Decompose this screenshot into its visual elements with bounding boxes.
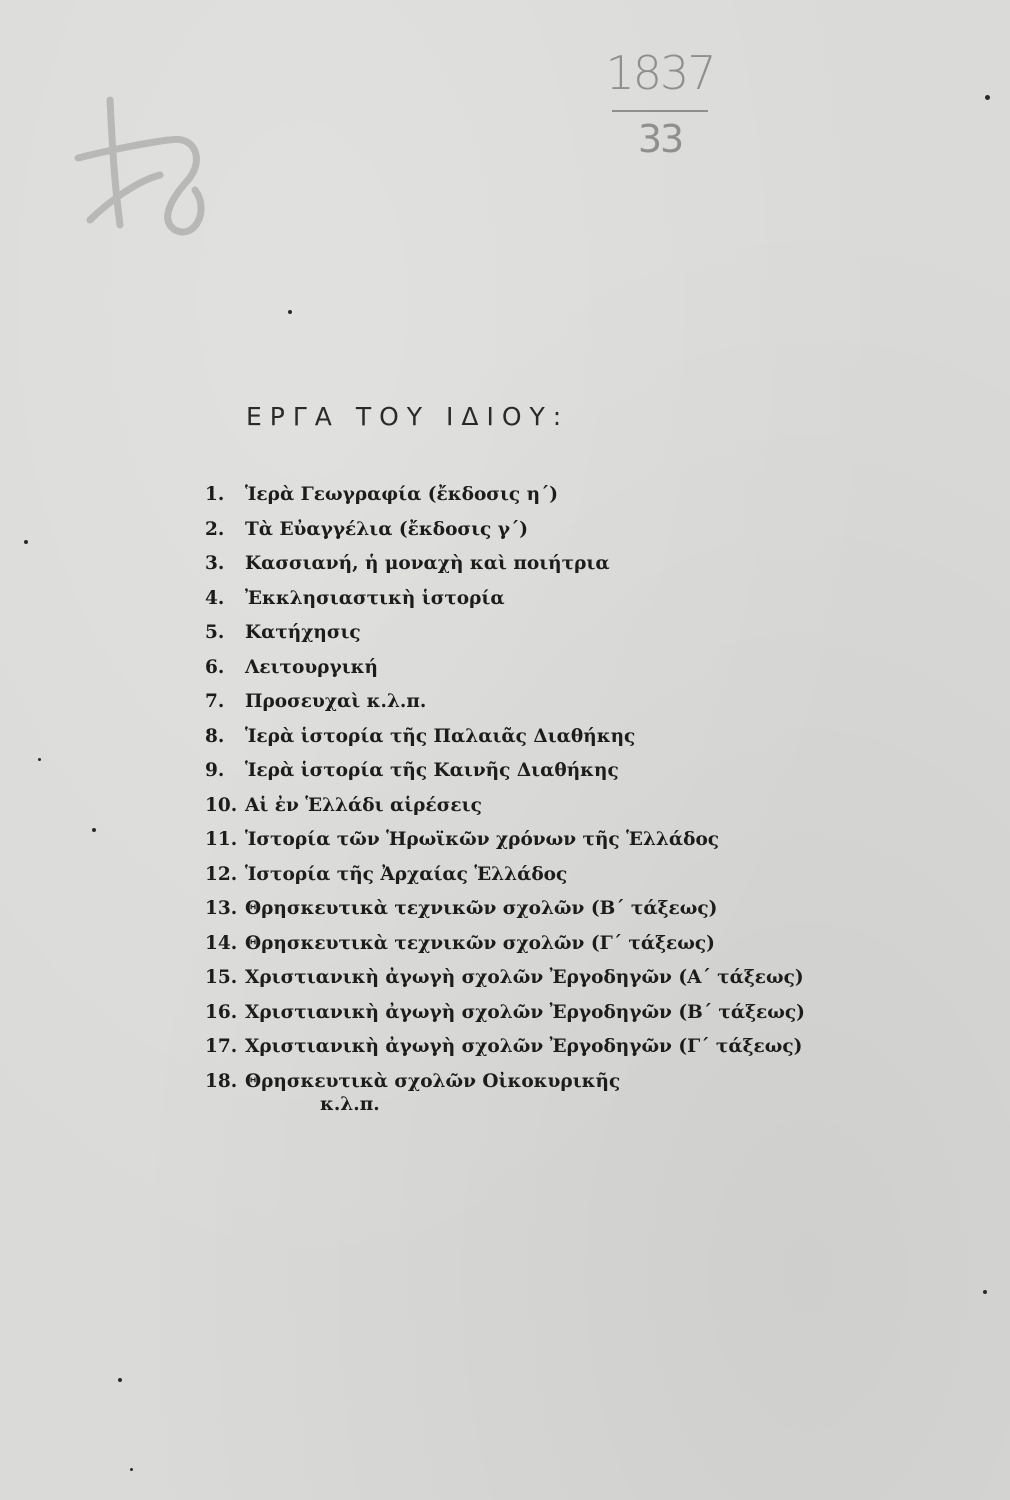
work-title: Λειτουργική	[245, 656, 378, 678]
work-number: 14.	[205, 932, 238, 954]
work-title: Ἐκκλησιαστικὴ ἱστορία	[245, 587, 505, 609]
work-title: Αἱ ἐν Ἑλλάδι αἱρέσεις	[245, 794, 482, 816]
page-heading: ΕΡΓΑ ΤΟΥ ΙΔΙΟΥ:	[246, 402, 570, 431]
work-title: Χριστιανικὴ ἀγωγὴ σχολῶν Ἐργοδηγῶν (Α΄ τάξεως)	[245, 967, 804, 988]
catalog-number: 1837	[605, 46, 715, 100]
work-number: 16.	[205, 1001, 238, 1023]
works-list	[205, 478, 805, 1099]
dust-speck	[118, 1378, 122, 1382]
work-title: Θρησκευτικὰ σχολῶν Οἰκοκυρικῆς	[245, 1070, 621, 1092]
dust-speck	[24, 540, 28, 544]
work-title: Προσευχαὶ κ.λ.π.	[245, 691, 427, 712]
work-title: Ἱερὰ Γεωγραφία (ἔκδοσις η΄)	[245, 484, 559, 505]
work-title: Θρησκευτικὰ τεχνικῶν σχολῶν (Γ΄ τάξεως)	[245, 932, 715, 954]
work-item	[205, 892, 805, 927]
catalog-divider	[612, 110, 708, 112]
work-title: Θρησκευτικὰ τεχνικῶν σχολῶν (Β΄ τάξεως)	[245, 898, 718, 919]
dust-speck	[130, 1468, 133, 1471]
work-item	[205, 858, 805, 893]
work-number: 3.	[205, 553, 225, 574]
work-number: 12.	[205, 863, 238, 885]
work-number: 10.	[205, 794, 238, 816]
work-number: 18.	[205, 1070, 238, 1092]
work-item	[205, 547, 805, 582]
work-item	[205, 582, 805, 617]
work-number: 15.	[205, 967, 238, 988]
work-number: 13.	[205, 898, 238, 919]
work-number: 6.	[205, 656, 225, 678]
dust-speck	[92, 828, 96, 832]
work-title: Χριστιανικὴ ἀγωγὴ σχολῶν Ἐργοδηγῶν (Β΄ τάξεως)	[245, 1001, 805, 1023]
work-number: 8.	[205, 725, 225, 747]
work-title: Κασσιανή, ἡ μοναχὴ καὶ ποιήτρια	[245, 553, 610, 574]
work-title: Τὰ Εὐαγγέλια (ἔκδοσις γ΄)	[245, 518, 528, 540]
work-number: 9.	[205, 760, 225, 781]
work-number: 4.	[205, 587, 225, 609]
work-item	[205, 996, 805, 1031]
dust-speck	[38, 758, 41, 761]
work-number: 5.	[205, 622, 225, 643]
work-item	[205, 927, 805, 962]
dust-speck	[983, 1290, 987, 1294]
work-item	[205, 513, 805, 548]
work-item	[205, 616, 805, 651]
work-item	[205, 478, 805, 513]
work-item	[205, 789, 805, 824]
work-number: 17.	[205, 1036, 238, 1057]
handwritten-shelf-mark	[70, 80, 220, 240]
work-title: Ἱερὰ ἱστορία τῆς Παλαιᾶς Διαθήκης	[245, 725, 636, 747]
work-number: 7.	[205, 691, 225, 712]
work-title: Ἱστορία τῶν Ἡρωϊκῶν χρόνων τῆς Ἑλλάδος	[245, 829, 720, 850]
work-number: 11.	[205, 829, 238, 850]
work-title: Ἱστορία τῆς Ἀρχαίας Ἑλλάδος	[245, 863, 568, 885]
dust-speck	[985, 95, 990, 100]
work-item	[205, 720, 805, 755]
work-item	[205, 961, 805, 996]
work-title: Ἱερὰ ἱστορία τῆς Καινῆς Διαθήκης	[245, 760, 619, 781]
work-number: 2.	[205, 518, 225, 540]
etc-note: κ.λ.π.	[320, 1094, 380, 1115]
work-item	[205, 651, 805, 686]
work-item	[205, 1030, 805, 1065]
work-number: 1.	[205, 484, 225, 505]
work-item	[205, 1065, 805, 1100]
work-item	[205, 754, 805, 789]
work-title: Κατήχησις	[245, 622, 361, 643]
dust-speck	[288, 310, 292, 314]
catalog-number-mark	[605, 46, 715, 161]
catalog-sub-number: 33	[637, 117, 683, 161]
work-title: Χριστιανικὴ ἀγωγὴ σχολῶν Ἐργοδηγῶν (Γ΄ τάξεως)	[245, 1036, 803, 1057]
work-item	[205, 823, 805, 858]
work-item	[205, 685, 805, 720]
